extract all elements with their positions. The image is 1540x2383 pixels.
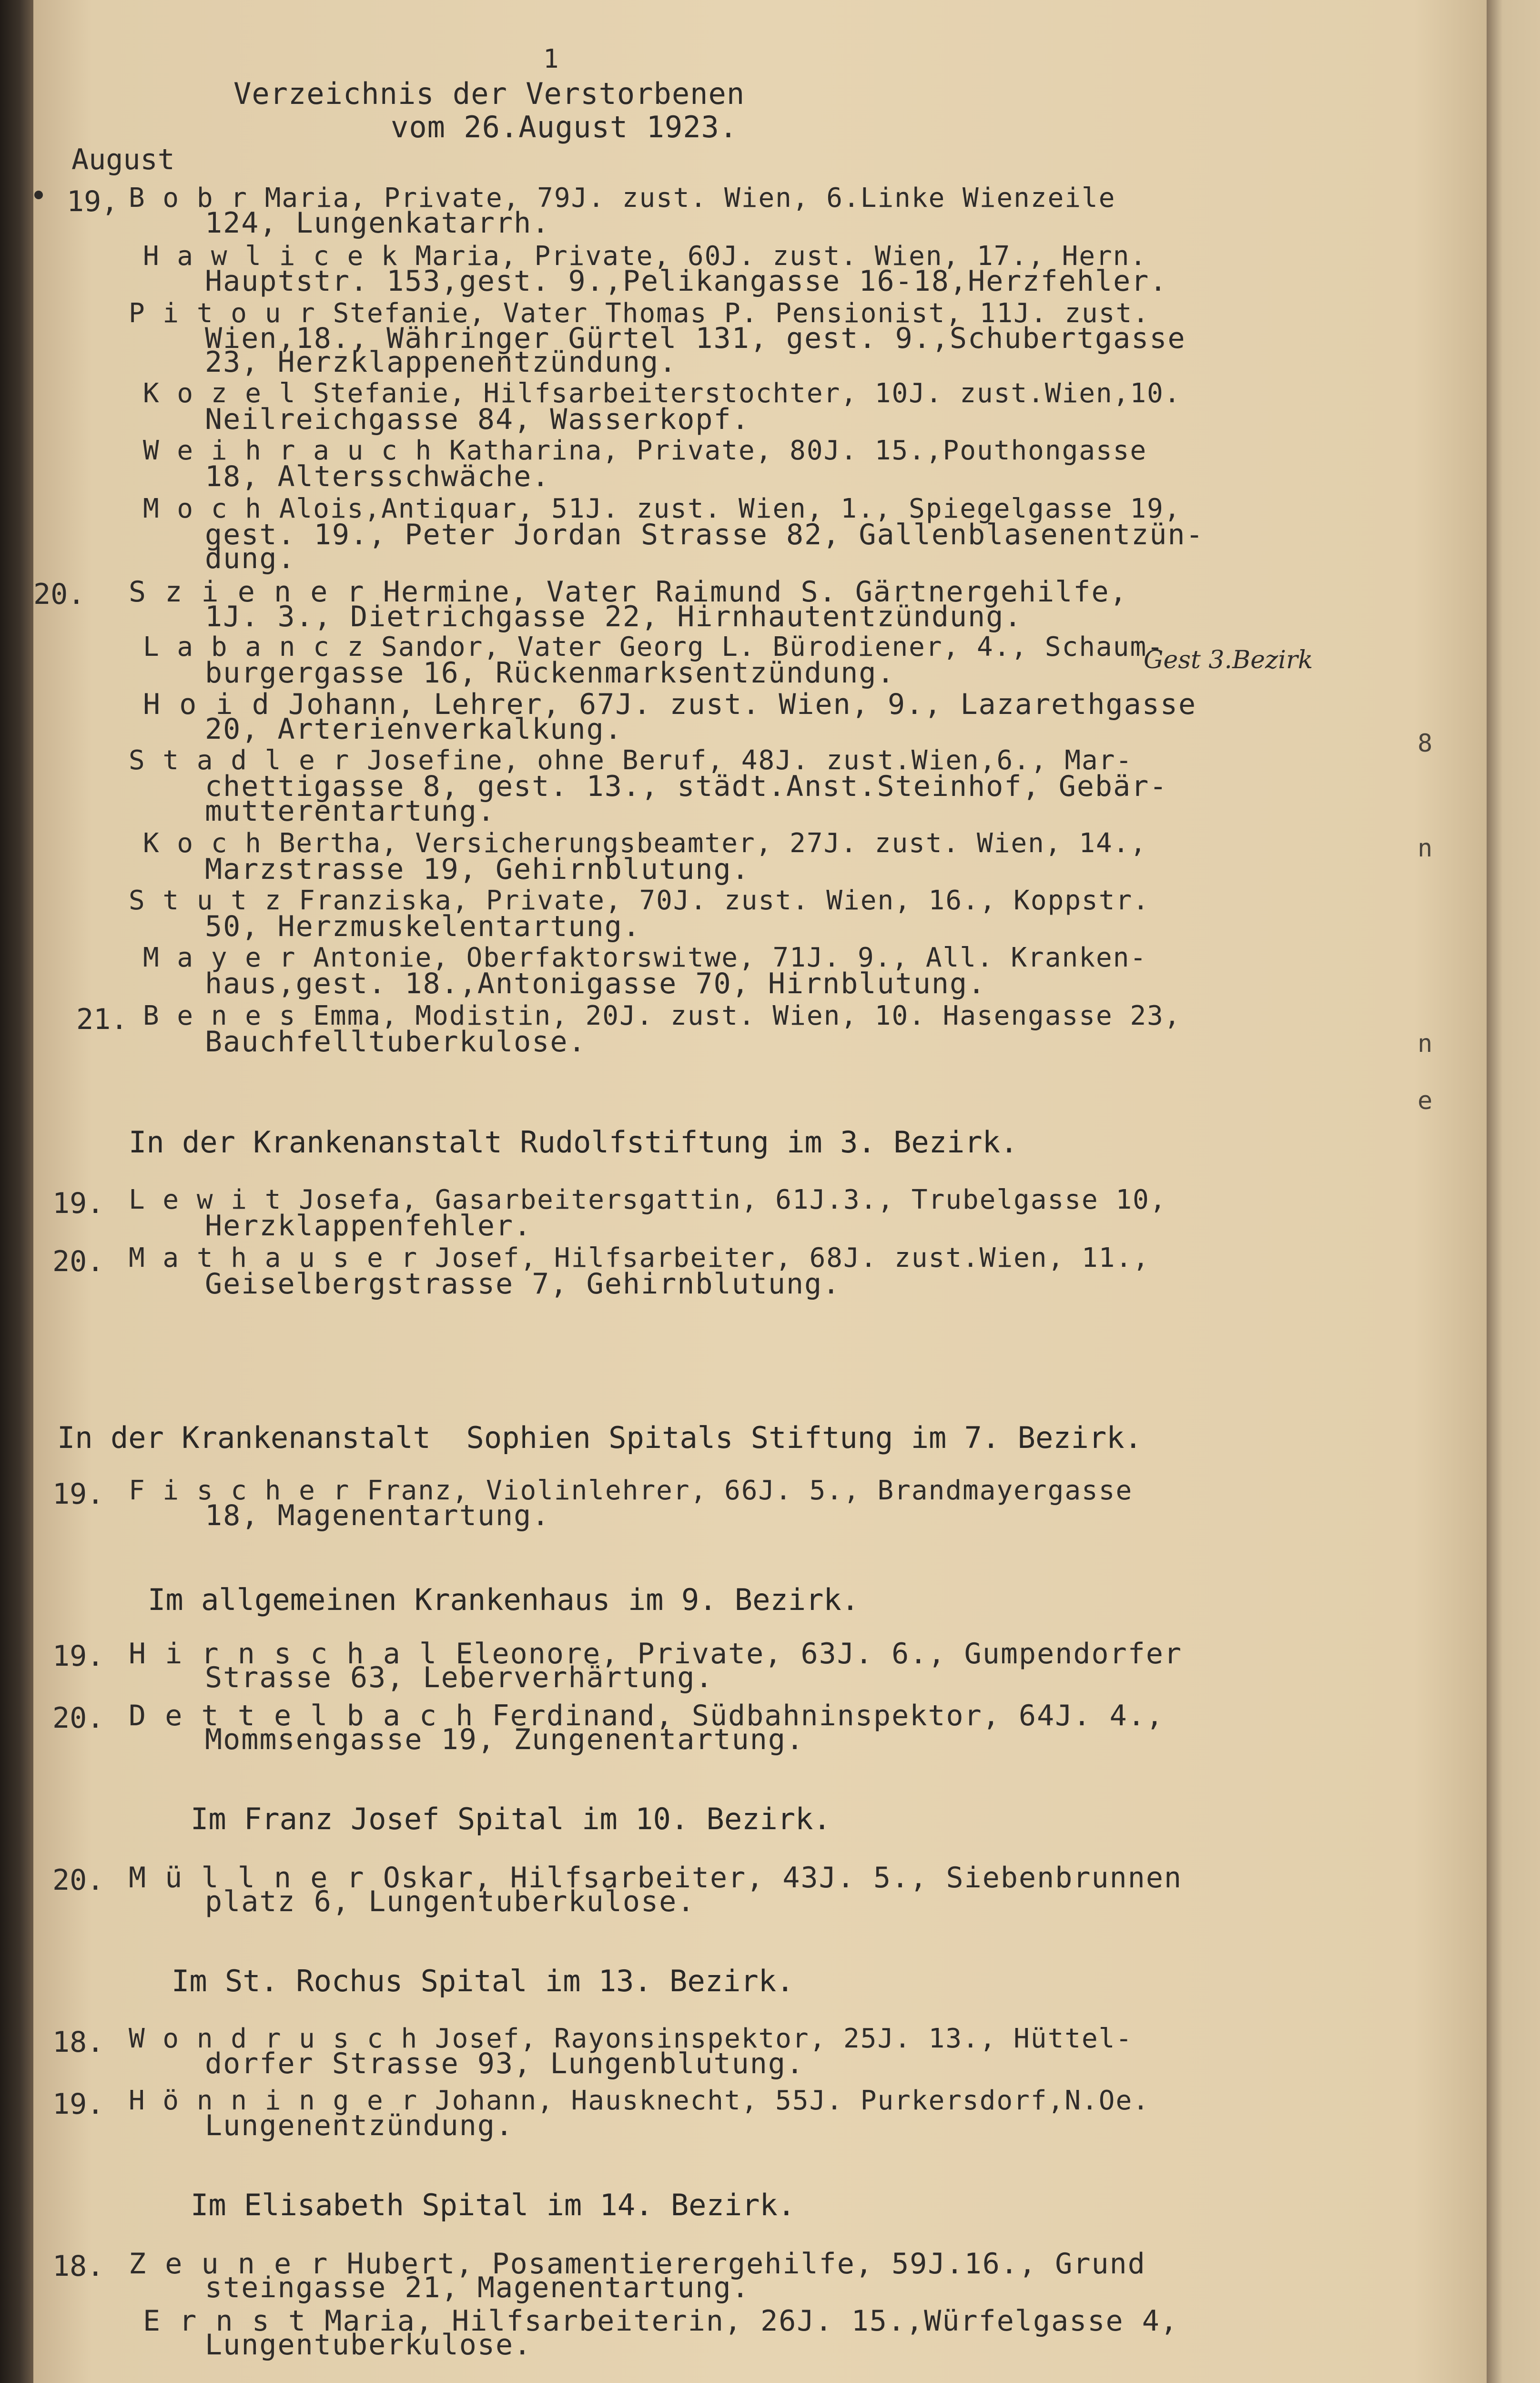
entry-line: Z e u n e r Hubert, Posamentierergehilfe, 59J.16., Grund (129, 2247, 1146, 2281)
entry-line: B e n e s Emma, Modistin, 20J. zust. Wien, 10. Hasengasse 23, (143, 1000, 1181, 1031)
entry-line: Wien,18., Währinger Gürtel 131, gest. 9.,Schubertgasse (205, 322, 1186, 355)
date-label: 20. (52, 1701, 104, 1735)
entry-line: Bauchfelltuberkulose. (205, 1025, 587, 1059)
entry-line: H o i d Johann, Lehrer, 67J. zust. Wien, 9., Lazarethgasse (143, 688, 1197, 721)
entry-line: S t u t z Franziska, Private, 70J. zust. Wien, 16., Koppstr. (129, 885, 1150, 916)
entry-line: Marzstrasse 19, Gehirnblutung. (205, 853, 750, 886)
document-page (33, 0, 1487, 2383)
entry-line: 18, Magenentartung. (205, 1499, 550, 1532)
entry-line: 18, Altersschwäche. (205, 460, 550, 493)
entry-line: dung. (205, 542, 296, 575)
entry-line: H i r n s c h a l Eleonore, Private, 63J. 6., Gumpendorfer (129, 1637, 1183, 1670)
hospital-section-heading: Im allgemeinen Krankenhaus im 9. Bezirk. (148, 1582, 860, 1617)
entry-line: M a t h a u s e r Josef, Hilfsarbeiter, 68J. zust.Wien, 11., (129, 1242, 1150, 1273)
entry-line: steingasse 21, Magenentartung. (205, 2271, 750, 2304)
entry-line: L e w i t Josefa, Gasarbeitersgattin, 61J.3., Trubelgasse 10, (129, 1184, 1167, 1215)
entry-line: W e i h r a u c h Katharina, Private, 80J. 15.,Pouthongasse (143, 435, 1147, 466)
entry-line: gest. 19., Peter Jordan Strasse 82, Gallenblasenentzün- (205, 518, 1204, 551)
entry-line: Geiselbergstrasse 7, Gehirnblutung. (205, 1267, 841, 1301)
date-label: 20. (52, 1245, 104, 1278)
entry-line: M o c h Alois,Antiquar, 51J. zust. Wien, 1., Spiegelgasse 19, (143, 493, 1181, 524)
entry-line: K o z e l Stefanie, Hilfsarbeiterstochter, 10J. zust.Wien,10. (143, 378, 1181, 409)
date-label: 19. (52, 1477, 104, 1511)
date-label: 19. (52, 1640, 104, 1673)
hospital-section-heading: Im Franz Josef Spital im 10. Bezirk. (191, 1802, 831, 1836)
date-label: 19. (52, 2088, 104, 2121)
entry-line: Herzklappenfehler. (205, 1209, 532, 1242)
adjacent-page-char: n (1418, 834, 1433, 863)
adjacent-page-char: e (1418, 1087, 1433, 1115)
hospital-section-heading: In der Krankenanstalt Rudolfstiftung im 3. Bezirk. (129, 1125, 1018, 1160)
entry-line: Hauptstr. 153,gest. 9.,Pelikangasse 16-18,Herzfehler. (205, 265, 1168, 298)
entry-line: S z i e n e r Hermine, Vater Raimund S. Gärtnergehilfe, (129, 575, 1128, 609)
hospital-section-heading: Im Elisabeth Spital im 14. Bezirk. (191, 2188, 796, 2222)
date-label: 19, (67, 185, 119, 218)
date-label: 20. (52, 1864, 104, 1897)
entry-line: S t a d l e r Josefine, ohne Beruf, 48J. zust.Wien,6., Mar- (129, 745, 1133, 776)
adjacent-page-edge (1487, 0, 1540, 2383)
date-label: 21. (76, 1003, 128, 1036)
entry-line: P i t o u r Stefanie, Vater Thomas P. Pensionist, 11J. zust. (129, 298, 1150, 329)
entry-line: W o n d r u s c h Josef, Rayonsinspektor, 25J. 13., Hüttel- (129, 2023, 1133, 2054)
margin-mark (34, 191, 43, 199)
entry-line: M ü l l n e r Oskar, Hilfsarbeiter, 43J. 5., Siebenbrunnen (129, 1861, 1183, 1894)
entry-line: chettigasse 8, gest. 13., städt.Anst.Steinhof, Gebär- (205, 770, 1168, 803)
entry-line: 20, Arterienverkalkung. (205, 713, 623, 746)
entry-line: burgergasse 16, Rückenmarksentzündung. (205, 656, 895, 690)
entry-line: M a y e r Antonie, Oberfaktorswitwe, 71J. 9., All. Kranken- (143, 942, 1147, 973)
entry-line: haus,gest. 18.,Antonigasse 70, Hirnblutung. (205, 967, 986, 1000)
entry-line: D e t t e l b a c h Ferdinand, Südbahninspektor, 64J. 4., (129, 1699, 1165, 1732)
entry-line: L a b a n c z Sandor, Vater Georg L. Bürodiener, 4., Schaum- (143, 631, 1164, 662)
entry-line: K o c h Bertha, Versicherungsbeamter, 27J. zust. Wien, 14., (143, 828, 1147, 859)
entry-line: Strasse 63, Leberverhärtung. (205, 1661, 714, 1694)
entry-line: H a w l i c e k Maria, Private, 60J. zust. Wien, 17., Hern. (143, 241, 1147, 272)
document-title: Verzeichnis der Verstorbenen (233, 76, 745, 111)
entry-line: Neilreichgasse 84, Wasserkopf. (205, 403, 750, 436)
document-subtitle: vom 26.August 1923. (391, 110, 738, 144)
entry-line: dorfer Strasse 93, Lungenblutung. (205, 2047, 805, 2080)
entry-line: H ö n n i n g e r Johann, Hausknecht, 55J. Purkersdorf,N.Oe. (129, 2085, 1150, 2116)
entry-line: 1J. 3., Dietrichgasse 22, Hirnhautentzündung. (205, 600, 1023, 633)
adjacent-page-char: n (1418, 1029, 1433, 1058)
page-number: 1 (543, 44, 559, 74)
entry-line: E r n s t Maria, Hilfsarbeiterin, 26J. 15.,Würfelgasse 4, (143, 2304, 1179, 2338)
book-binding (0, 0, 33, 2383)
month-label: August (71, 143, 175, 176)
date-label: 18. (52, 2250, 104, 2283)
hospital-section-heading: In der Krankenanstalt Sophien Spitals Stiftung im 7. Bezirk. (57, 1420, 1142, 1455)
entry-line: mutterentartung. (205, 794, 496, 828)
handwritten-note: Gest 3.Bezirk (1144, 646, 1313, 674)
entry-line: 124, Lungenkatarrh. (205, 206, 550, 240)
entry-line: Lungenentzündung. (205, 2109, 514, 2142)
entry-line: Mommsengasse 19, Zungenentartung. (205, 1723, 805, 1756)
entry-line: 23, Herzklappenentzündung. (205, 346, 678, 379)
date-label: 20. (33, 578, 85, 611)
date-label: 18. (52, 2026, 104, 2059)
entry-line: platz 6, Lungentuberkulose. (205, 1885, 696, 1918)
date-label: 19. (52, 1187, 104, 1220)
entry-line: Lungentuberkulose. (205, 2328, 532, 2362)
hospital-section-heading: Im St. Rochus Spital im 13. Bezirk. (172, 1964, 794, 1998)
adjacent-page-char: 8 (1418, 729, 1433, 758)
entry-line: F i s c h e r Franz, Violinlehrer, 66J. 5., Brandmayergasse (129, 1475, 1133, 1506)
entry-line: 50, Herzmuskelentartung. (205, 910, 641, 943)
entry-line: B o b r Maria, Private, 79J. zust. Wien, 6.Linke Wienzeile (129, 183, 1116, 214)
